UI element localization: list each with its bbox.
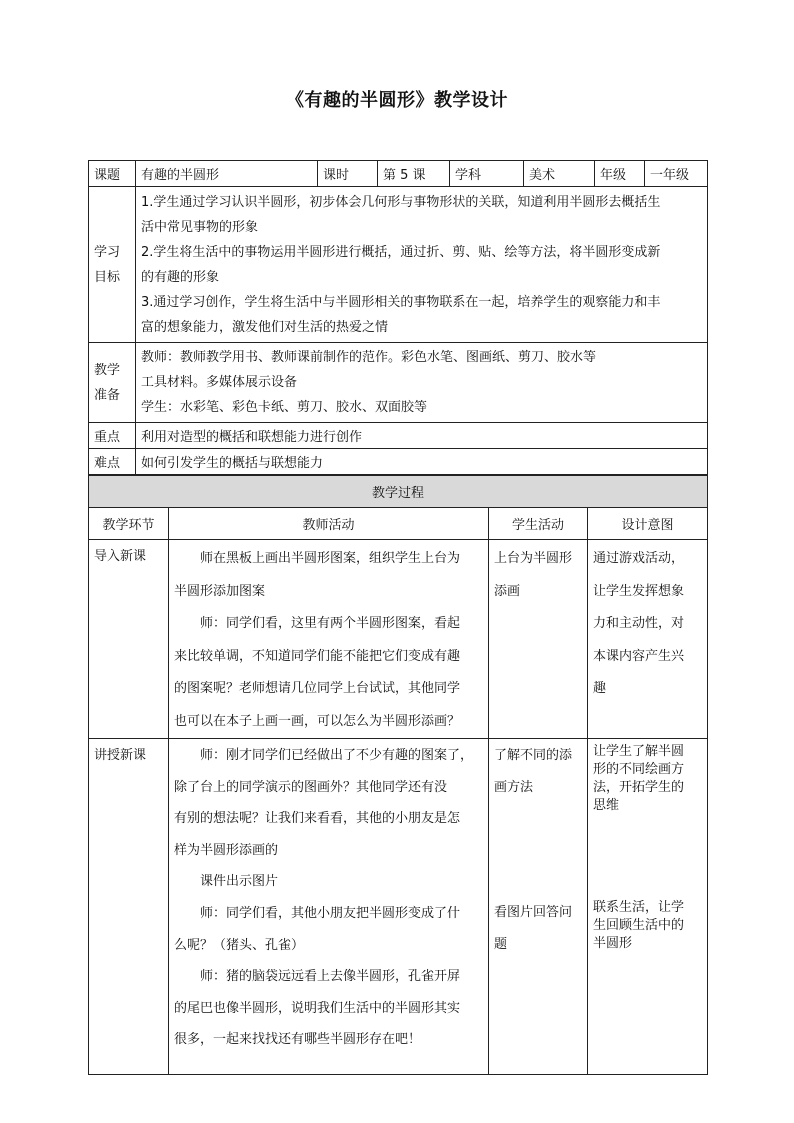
process-row-teaching [89,739,708,1075]
lesson-info-table [88,160,708,475]
key-row [89,423,708,449]
period-value: 第 5 课 [378,161,450,187]
stage-cell: 导入新课 [89,540,169,739]
grade-value: 一年级 [645,161,708,187]
process-table [88,475,708,1075]
goal-line: 2.学生将生活中的事物运用半圆形进行概括，通过折、剪、贴、绘等方法，将半圆形变成新 [141,244,661,260]
column-stage: 教学环节 [89,508,169,540]
prep-line: 学生：水彩笔、彩色卡纸、剪刀、胶水、双面胶等 [141,400,428,415]
design-intent: 通过游戏活动， 让学生发挥想象 力和主动性，对 本课内容产生兴 趣 [588,540,708,739]
student-activity: 了解不同的添 画方法 看图片回答问 题 [489,739,588,1075]
prep-line: 教师：教师教学用书、教师课前制作的范作。彩色水笔、图画纸、剪刀、胶水等 [141,350,597,365]
stage-cell: 讲授新课 [89,739,169,1075]
teacher-activity: 师：刚才同学们已经做出了不少有趣的图案了， 除了台上的同学演示的图画外？其他同学还有没 有别的想法呢？让我们来看看，其他的小朋友是怎 样为半圆形添画的 课件出示图片 师：同学们看，其他小朋友把半圆形变成了什 么呢？（猪头、孔雀） 师：猪的脑袋远远看上去像半圆形，孔雀开屏 的尾巴也像半圆形，说明我们生活中的半圆形其实 很多，一起来找找还有哪些半圆形存在吧！ [169,739,489,1075]
goals-row [89,187,708,343]
difficulty-row [89,449,708,475]
goal-line: 1.学生通过学习认识半圆形，初步体会几何形与事物形状的关联，知道利用半圆形去概括生 [141,194,661,210]
goal-line: 活中常见事物的形象 [141,219,259,235]
student-activity: 上台为半圆形 添画 [489,540,588,739]
teacher-activity: 师在黑板上画出半圆形图案，组织学生上台为 半圆形添加图案 师：同学们看，这里有两个半圆形图案，看起 来比较单调，不知道同学们能不能把它们变成有趣 的图案呢？老师想请几位同学上台试试，其他同学 也可以在本子上画一画，可以怎么为半圆形添画？ [169,540,489,739]
goals-label: 学习 目标 [89,187,136,343]
topic-label: 课题 [89,161,136,187]
prep-content [136,343,708,423]
topic-value: 有趣的半圆形 [136,161,318,187]
goal-line: 富的想象能力，激发他们对生活的热爱之情 [141,319,389,335]
subject-label: 学科 [450,161,524,187]
column-student: 学生活动 [489,508,588,540]
page-title: 《有趣的半圆形》教学设计 [286,90,508,111]
key-value: 利用对造型的概括和联想能力进行创作 [136,423,708,449]
topic-row [89,161,708,187]
difficulty-label: 难点 [89,449,136,475]
period-label: 课时 [318,161,378,187]
prep-row [89,343,708,423]
process-columns-row [89,508,708,540]
process-header-row [89,476,708,508]
column-teacher: 教师活动 [169,508,489,540]
column-intent: 设计意图 [588,508,708,540]
goal-line: 的有趣的形象 [141,269,220,285]
design-intent: 让学生了解半圆 形的不同绘画方 法，开拓学生的 思维 联系生活，让学 生回顾生活中的 半圆形 [588,739,708,1075]
prep-line: 工具材料。多媒体展示设备 [141,375,298,390]
prep-label: 教学 准备 [89,343,136,423]
goals-content [136,187,708,343]
key-label: 重点 [89,423,136,449]
difficulty-value: 如何引发学生的概括与联想能力 [136,449,708,475]
goal-line: 3.通过学习创作，学生将生活中与半圆形相关的事物联系在一起，培养学生的观察能力和丰 [141,294,661,310]
process-row-intro [89,540,708,739]
subject-value: 美术 [524,161,595,187]
process-header: 教学过程 [89,476,708,508]
grade-label: 年级 [595,161,645,187]
